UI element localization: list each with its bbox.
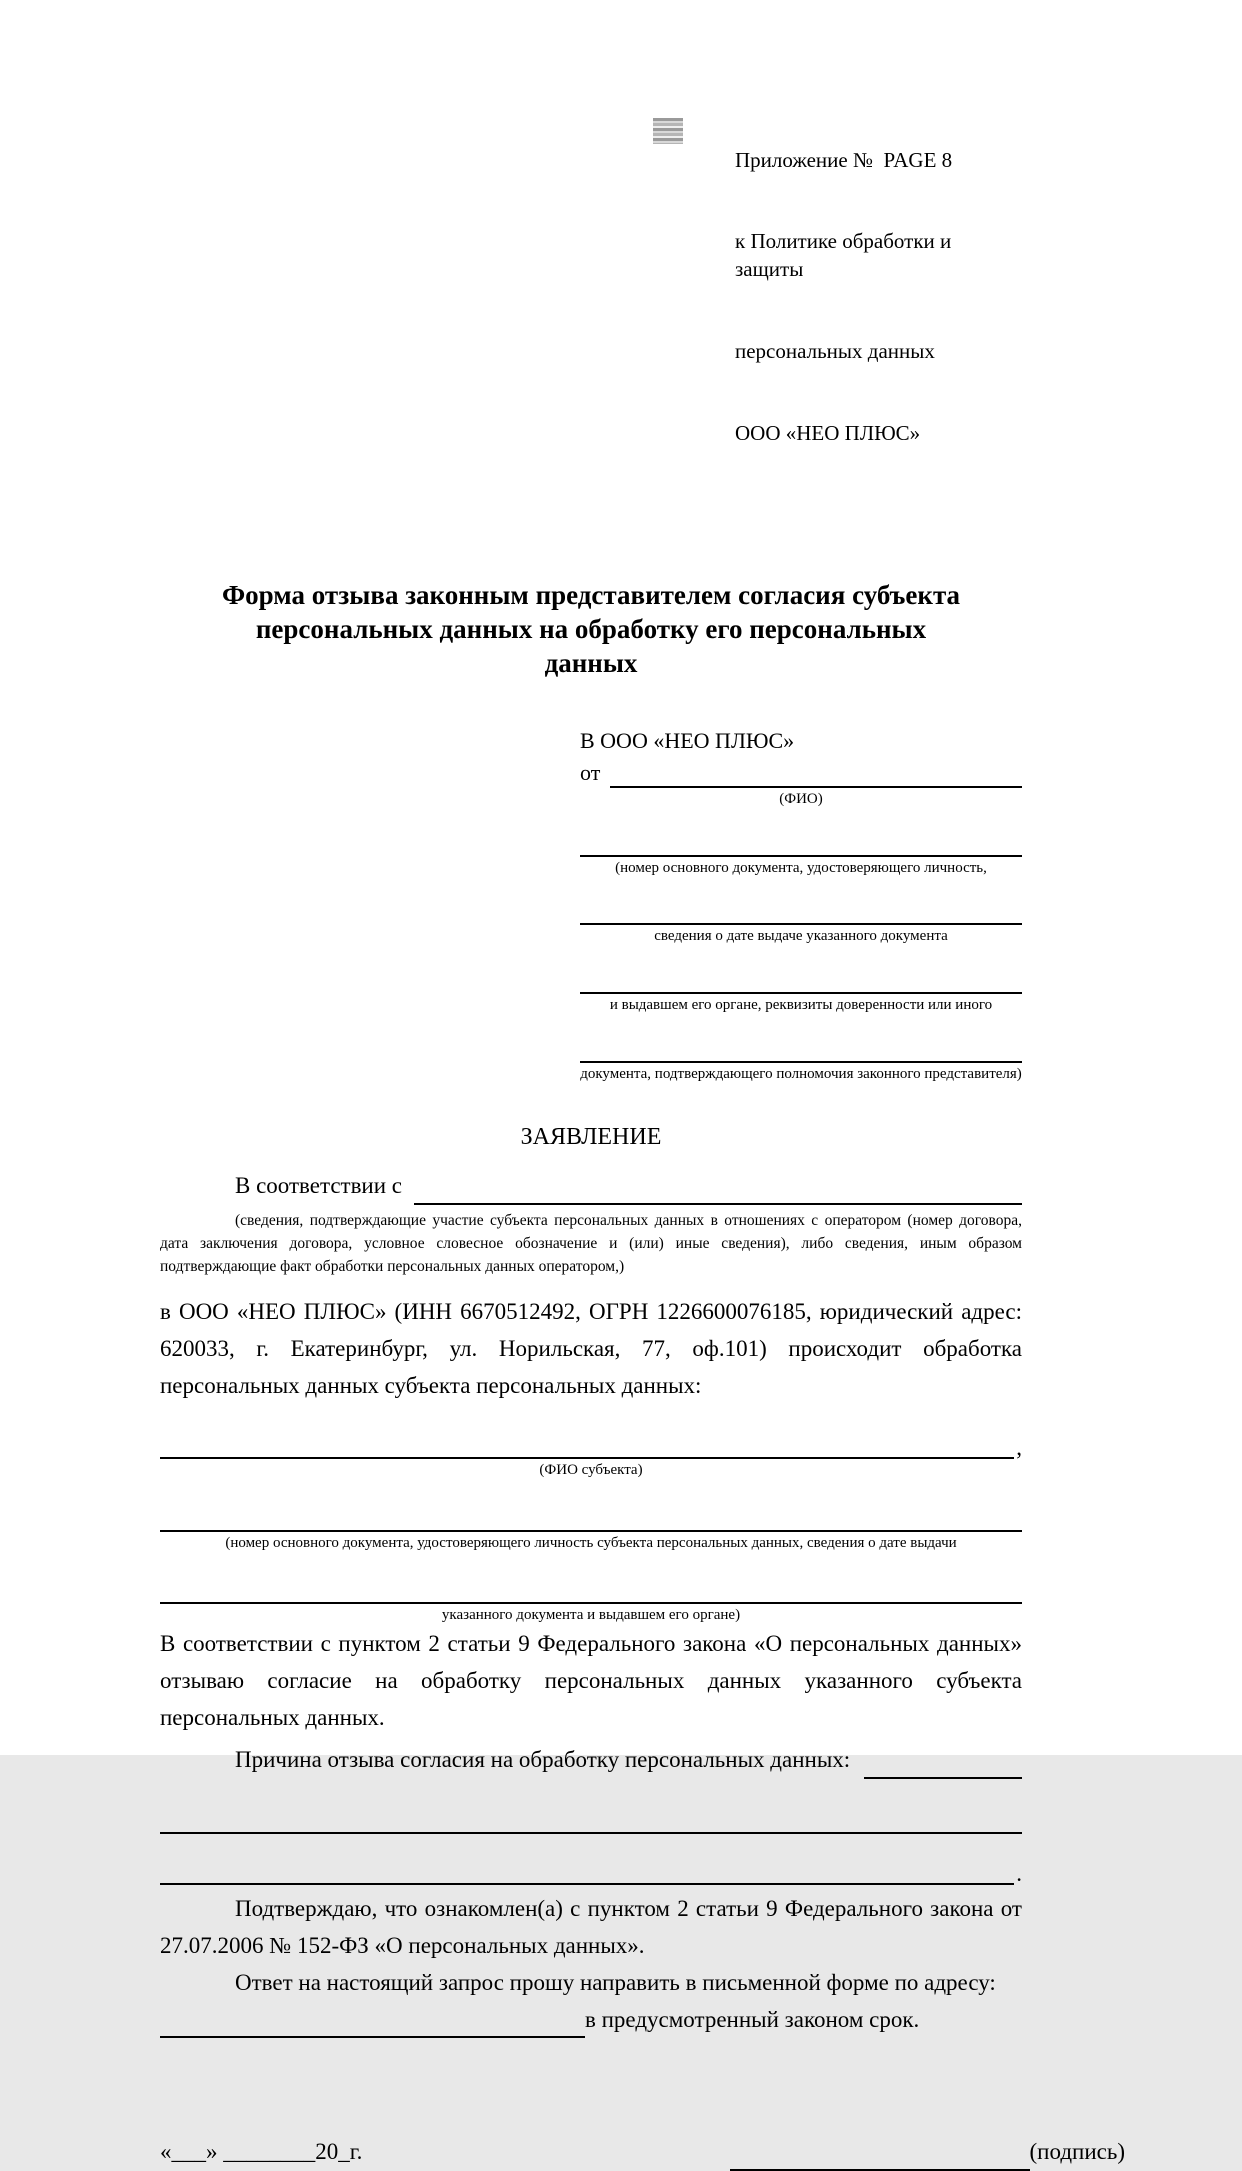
representative-doc-caption-4: документа, подтверждающего полномочия законного представителя) — [580, 1065, 1022, 1082]
reply-paragraph-line1: Ответ на настоящий запрос прошу направить в письменной форме по адресу: — [235, 1969, 996, 1995]
policy-line-2: персональных данных — [735, 338, 935, 363]
reason-line-suffix: . — [1016, 1861, 1022, 1887]
reply-address-line — [160, 2013, 585, 2038]
subject-doc-row-2 — [160, 1579, 1022, 1604]
appendix-number-line: Приложение № PAGE 8 — [735, 147, 953, 172]
subject-fio-line — [160, 1434, 1014, 1459]
text-lines-thumbnail-icon — [653, 118, 683, 144]
date-blank-line: «___» ________20_г. — [160, 2139, 363, 2165]
representative-doc-line-4 — [580, 1039, 1022, 1063]
subject-fio-caption: (ФИО субъекта) — [539, 1462, 643, 1479]
reason-extra-row-2 — [160, 1860, 1022, 1885]
representative-doc-caption-3: и выдавшем его органе, реквизиты доверенности или иного — [609, 997, 993, 1014]
subject-doc-caption-1: (номер основного документа, удостоверяющего личность субъекта персональных данных, сведения о дате выдачи — [225, 1534, 957, 1551]
policy-line-1: к Политике обработки и защиты — [735, 229, 957, 281]
subject-doc-row-1 — [160, 1507, 1022, 1532]
addressee-block — [580, 727, 1022, 1084]
reason-prefix: Причина отзыва согласия на обработку персональных данных: — [235, 1747, 851, 1773]
document-title: Форма отзыва законным представителем согласия субъекта персональных данных на обработку его персональных данных — [221, 580, 961, 678]
reply-paragraph-suffix: в предусмотренный законом срок. — [585, 2006, 920, 2032]
footer — [160, 2134, 1125, 2171]
statement-intro-prefix: В соответствии с — [235, 1173, 403, 1199]
signature-caption: (подпись) — [1029, 2139, 1125, 2165]
representative-doc-line-2 — [580, 901, 1022, 925]
fio-caption: (ФИО) — [779, 790, 823, 807]
operator-paragraph: в ООО «НЕО ПЛЮС» (ИНН 6670512492, ОГРН 1226600076185, юридический адрес: 620033, г. Екатеринбург, ул. Норильская, 77, оф.101) происходит обработка персональных данных субъекта персональных данных: — [160, 1299, 1022, 1398]
representative-doc-caption-2: сведения о дате выдаче указанного документа — [654, 928, 948, 945]
signature-line — [730, 2146, 1030, 2171]
signature-group — [730, 2134, 1125, 2171]
subject-doc-caption-2: указанного документа и выдавшем его органе) — [441, 1607, 741, 1624]
statement-heading: ЗАЯВЛЕНИЕ — [520, 1123, 662, 1150]
representative-doc-line-1 — [580, 833, 1022, 857]
addressee-to-line: В ООО «НЕО ПЛЮС» — [580, 727, 795, 753]
reason-row — [160, 1742, 1022, 1779]
reason-fill-line-2 — [160, 1860, 1014, 1885]
reply-row — [160, 2002, 1022, 2039]
confirm-paragraph: Подтверждаю, что ознакомлен(а) с пунктом 2 статьи 9 Федерального закона от 27.07.2006 № 152-ФЗ «О персональных данных». — [160, 1896, 1022, 1958]
from-row — [580, 759, 1022, 788]
statement-intro-row — [160, 1168, 1022, 1205]
representative-doc-line-3 — [580, 970, 1022, 994]
reason-extra-row-1 — [160, 1809, 1022, 1834]
subject-fio-row — [160, 1434, 1022, 1459]
representative-doc-caption-1: (номер основного документа, удостоверяющего личность, — [615, 859, 987, 876]
subject-doc-line-2 — [160, 1579, 1022, 1604]
from-prefix: от — [580, 760, 601, 786]
reason-fill-line-0 — [864, 1754, 1022, 1779]
subject-doc-line-1 — [160, 1507, 1022, 1532]
fine-print-note: (сведения, подтверждающие участие субъекта персональных данных в отношениях с оператором (номер договора, дата заключения договора, условное словесное обозначение и (или) иные сведения), либо сведения, иным образом подтверждающие факт обработки персональных данных оператором,) — [160, 1211, 1022, 1276]
reason-fill-line-1 — [160, 1809, 1022, 1834]
withdraw-paragraph: В соответствии с пунктом 2 статьи 9 Федерального закона «О персональных данных» отзываю согласие на обработку персональных данных указанного субъекта персональных данных. — [160, 1630, 1022, 1730]
header — [160, 92, 1022, 501]
subject-fio-suffix: , — [1016, 1435, 1022, 1461]
appendix-header-block — [735, 92, 1022, 501]
statement-intro-fill-line — [414, 1180, 1022, 1205]
organization-name: ООО «НЕО ПЛЮС» — [735, 420, 921, 445]
from-fill-line — [610, 764, 1022, 788]
